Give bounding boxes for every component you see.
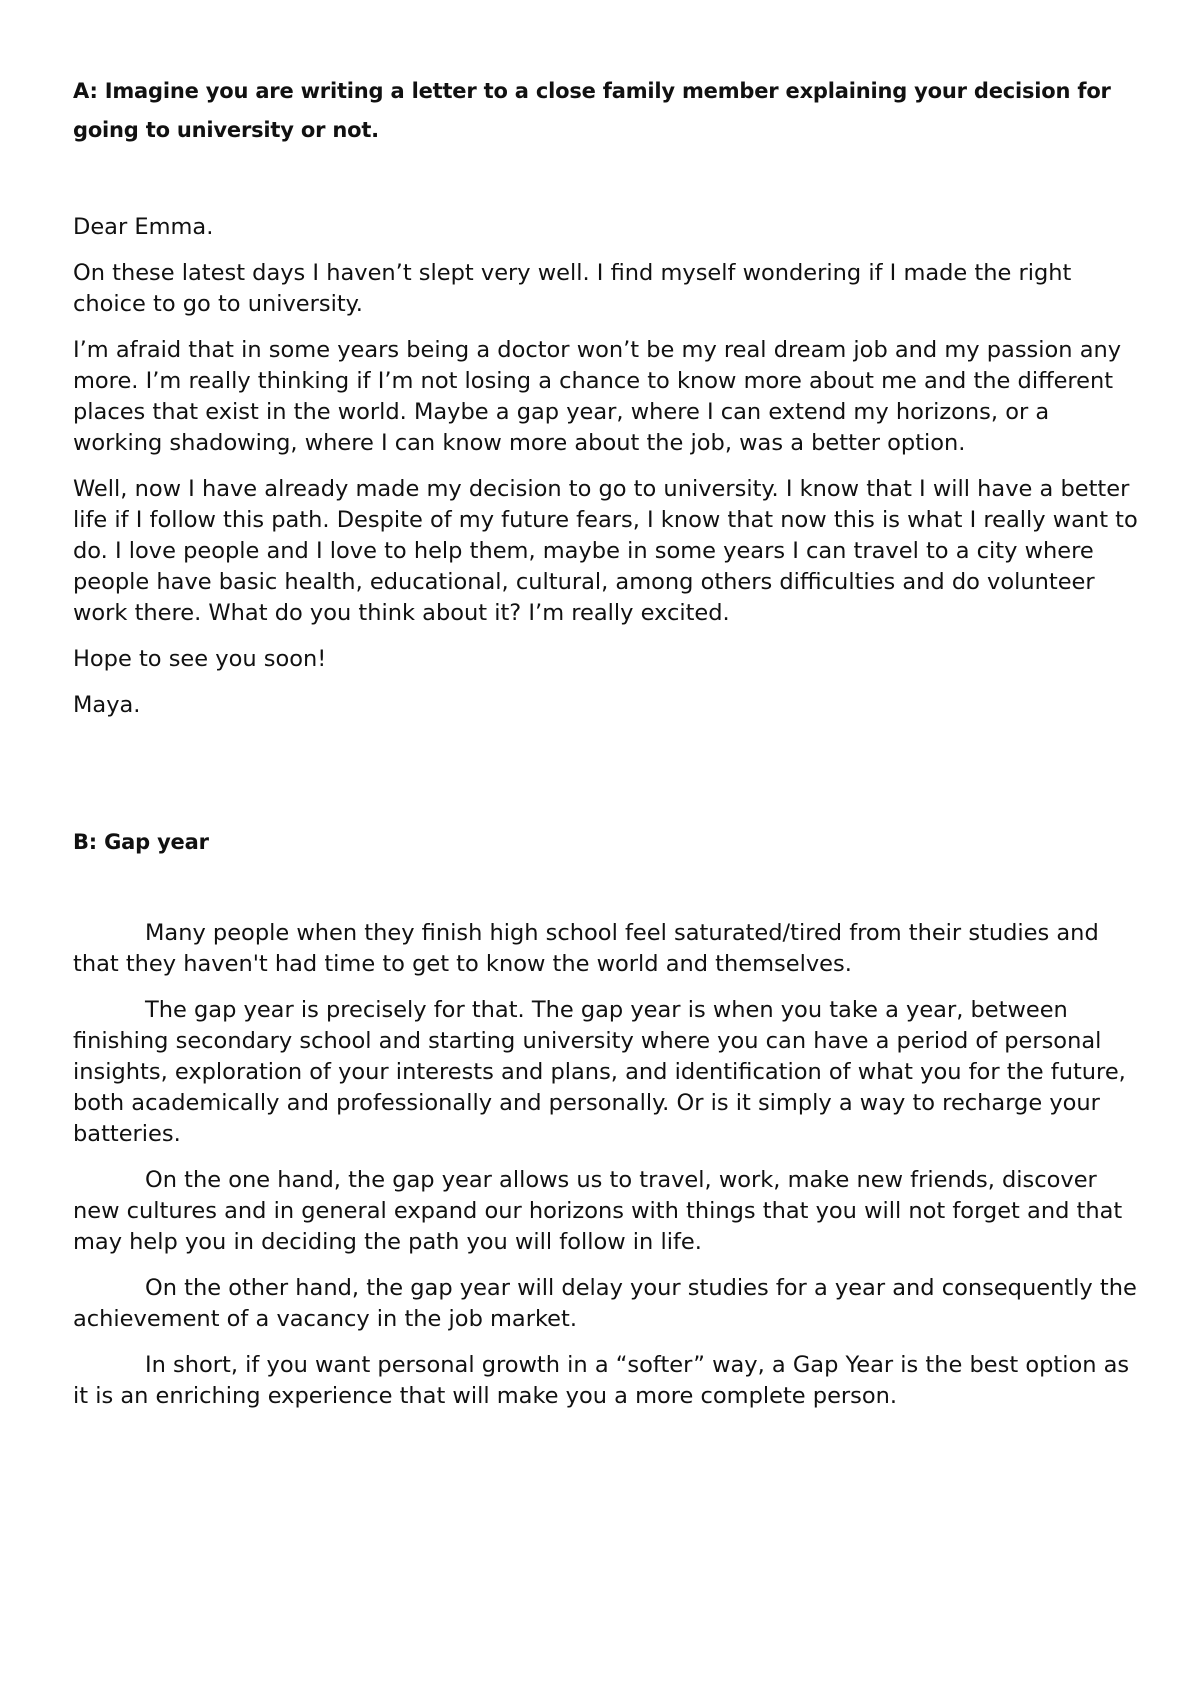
- letter-paragraph: Well, now I have already made my decision to go to university. I know that I will have a better life if I follow this path. Despite of my future fears, I know that now this is what I really want to do. I love people and I love to help them, maybe in some years I can travel to a city where people have basic health, educational, cultural, among others difficulties and do volunteer work there. What do you think about it? I’m really excited.: [73, 476, 1138, 626]
- letter-signature: Maya.: [73, 692, 141, 718]
- essay-paragraph: Many people when they finish high school feel saturated/tired from their studies and that they haven't had time to get to know the world and themselves.: [73, 920, 1099, 977]
- essay-paragraph: On the other hand, the gap year will delay your studies for a year and consequently the achievement of a vacancy in the job market.: [73, 1275, 1137, 1332]
- letter-paragraph: On these latest days I haven’t slept very well. I find myself wondering if I made the right choice to go to university.: [73, 260, 1072, 317]
- section-a-heading: A: Imagine you are writing a letter to a close family member explaining your decision for going to university or not.: [73, 79, 1111, 142]
- essay: [73, 918, 1145, 1412]
- essay-paragraph: The gap year is precisely for that. The gap year is when you take a year, between finishing secondary school and starting university where you can have a period of personal insights, exploration of your interests and plans, and identification of what you for the future, both academically and professionally and personally. Or is it simply a way to recharge your batteries.: [73, 997, 1126, 1147]
- letter-closing: Hope to see you soon!: [73, 646, 327, 672]
- section-b: [73, 823, 1145, 1412]
- document-page: [73, 72, 1145, 1427]
- section-b-heading: B: Gap year: [73, 830, 209, 854]
- essay-paragraph: In short, if you want personal growth in a “softer” way, a Gap Year is the best option as it is an enriching experience that will make you a more complete person.: [73, 1352, 1130, 1409]
- letter-paragraph: I’m afraid that in some years being a doctor won’t be my real dream job and my passion any more. I’m really thinking if I’m not losing a chance to know more about me and the different places that exist in the world. Maybe a gap year, where I can extend my horizons, or a working shadowing, where I can know more about the job, was a better option.: [73, 337, 1122, 456]
- essay-paragraph: On the one hand, the gap year allows us to travel, work, make new friends, discover new cultures and in general expand our horizons with things that you will not forget and that may help you in deciding the path you will follow in life.: [73, 1167, 1123, 1255]
- letter: [73, 212, 1145, 721]
- letter-greeting: Dear Emma.: [73, 214, 214, 240]
